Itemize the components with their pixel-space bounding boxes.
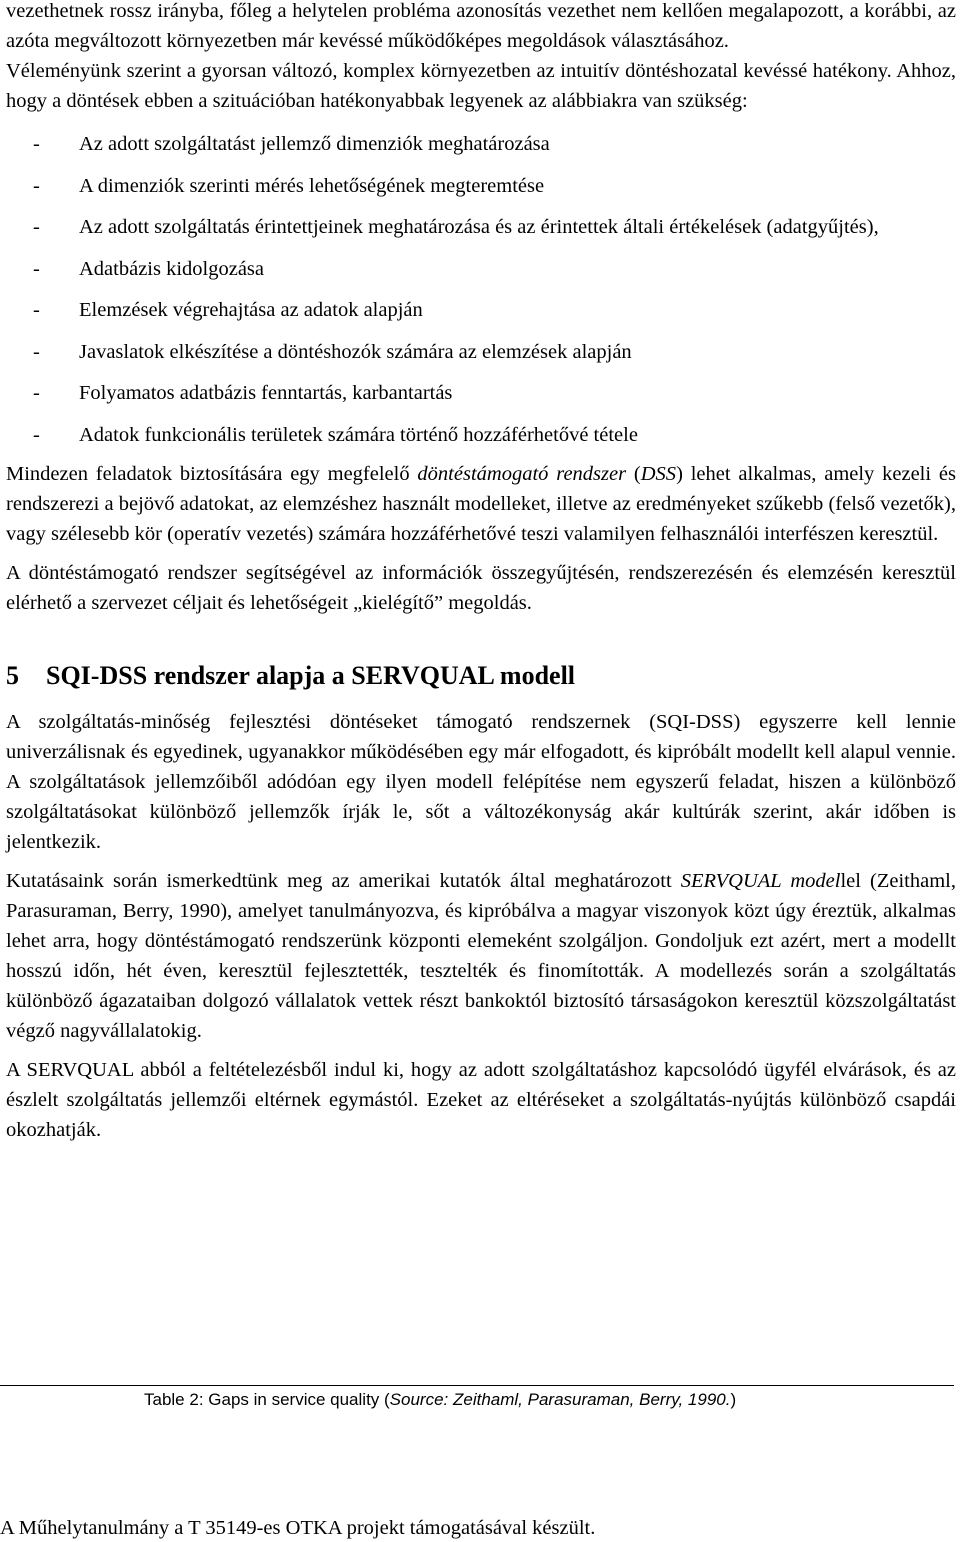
section-number: 5 <box>6 661 19 690</box>
table-caption: Table 2: Gaps in service quality (Source: Zeithaml, Parasuraman, Berry, 1990.) <box>144 1390 737 1409</box>
paragraph-sqi-dss: A szolgáltatás-minőség fejlesztési döntéseket támogató rendszernek (SQI-DSS) egyszerre kell lennie univerzálisnak és egyedinek, ugyanakkor működésében egy már elfogadott, és kipróbált modellt kell alapul vennie. A szolgáltatások jellemzőiből adódóan egy ilyen modell felépítése nem egyszerű feladat, hiszen a különböző szolgáltatásokat különböző jellemzők írják le, sőt a változékonyság akár kultúrák szerint, akár időben is jelentkezik. <box>6 711 956 853</box>
list-dash: - <box>33 174 40 197</box>
list-item: - A dimenziók szerinti mérés lehetőségének megteremtése <box>6 171 956 201</box>
list-item: - Az adott szolgáltatást jellemző dimenziók meghatározása <box>6 129 956 159</box>
paragraph-servqual-assumption: A SERVQUAL abból a feltételezésből indul ki, hogy az adott szolgáltatáshoz kapcsolódó ügyfél elvárások, és az észlelt szolgáltatás jellemzői eltérnek egymástól. Ezeket az eltéréseket a szolgáltatás-nyújtás különböző csapdái okozhatják. <box>6 1059 956 1141</box>
list-item: - Adatok funkcionális területek számára történő hozzáférhetővé tétele <box>6 420 956 450</box>
term-dss-abbr: DSS <box>640 463 677 485</box>
term-dss-full: döntéstámogató rendszer <box>417 463 627 485</box>
list-dash: - <box>33 133 40 155</box>
list-dash: - <box>33 423 40 446</box>
list-dash: - <box>33 382 40 404</box>
term-servqual: SERVQUAL model <box>680 870 841 892</box>
paragraph-opinion: Véleményünk szerint a gyorsan változó, komplex környezetben az intuitív döntéshozatal kevéssé hatékony. Ahhoz, hogy a döntések ebben a szituációban hatékonyabbak legyenek az alábbiakra van szükség: <box>6 60 956 112</box>
list-item: - Javaslatok elkészítése a döntéshozók számára az elemzések alapján <box>6 337 956 367</box>
list-dash: - <box>33 340 40 363</box>
list-item: - Adatbázis kidolgozása <box>6 254 956 284</box>
list-item: - Folyamatos adatbázis fenntartás, karbantartás <box>6 378 956 408</box>
paragraph-dss: Mindezen feladatok biztosítására egy megfelelő döntéstámogató rendszer (DSS) lehet alkalmas, amely kezeli és rendszerezi a bejövő adatokat, az elemzéshez használt modelleket, illetve az eredményeket szűkebb (felső vezetők), vagy szélesebb kör (operatív vezetés) számára hozzáférhetővé teszi valamilyen felhasználói interfészen keresztül. <box>6 463 956 545</box>
requirements-list <box>6 129 956 450</box>
list-item: - Az adott szolgáltatás érintettjeinek meghatározása és az érintettek általi értékelések (adatgyűjtés), <box>6 212 956 242</box>
section-title: SQI-DSS rendszer alapja a SERVQUAL modell <box>46 661 576 690</box>
list-item: - Elemzések végrehajtása az adatok alapján <box>6 295 956 325</box>
caption-divider <box>0 1385 954 1386</box>
paragraph-intro: vezethetnek rossz irányba, főleg a helytelen probléma azonosítás vezethet nem kellően megalapozott, a korábbi, az azóta megváltozott környezetben már kevéssé működőképes megoldások választásához. <box>6 0 956 52</box>
section-heading <box>6 659 956 693</box>
paragraph-servqual-research: Kutatásaink során ismerkedtünk meg az amerikai kutatók által meghatározott SERVQUAL modellel (Zeithaml, Parasuraman, Berry, 1990), amelyet tanulmányozva, és kipróbálva a magyar viszonyok közt úgy éreztük, alkalmas lehet arra, hogy döntéstámogató rendszerünk központi elemeként szolgáljon. Gondoljuk ezt azért, mert a modellt hosszú időn, hét éven, keresztül fejlesztették, tesztelték és finomították. A modellezés során a szolgáltatás különböző ágazataiban dolgozó vállalatok vettek részt bankoktól biztosító társaságokon keresztül közszolgáltatást végző nagyvállalatokig. <box>6 870 956 1042</box>
list-dash: - <box>33 299 40 321</box>
list-dash: - <box>33 216 40 238</box>
document-page <box>6 0 956 1145</box>
list-dash: - <box>33 257 40 280</box>
paragraph-dss-benefit: A döntéstámogató rendszer segítségével az információk összegyűjtésén, rendszerezésén és elemzésén keresztül elérhető a szervezet céljait és lehetőségeit „kielégítő” megoldás. <box>6 562 956 614</box>
footer-note: A Műhelytanulmány a T 35149-es OTKA projekt támogatásával készült. <box>0 1517 596 1539</box>
